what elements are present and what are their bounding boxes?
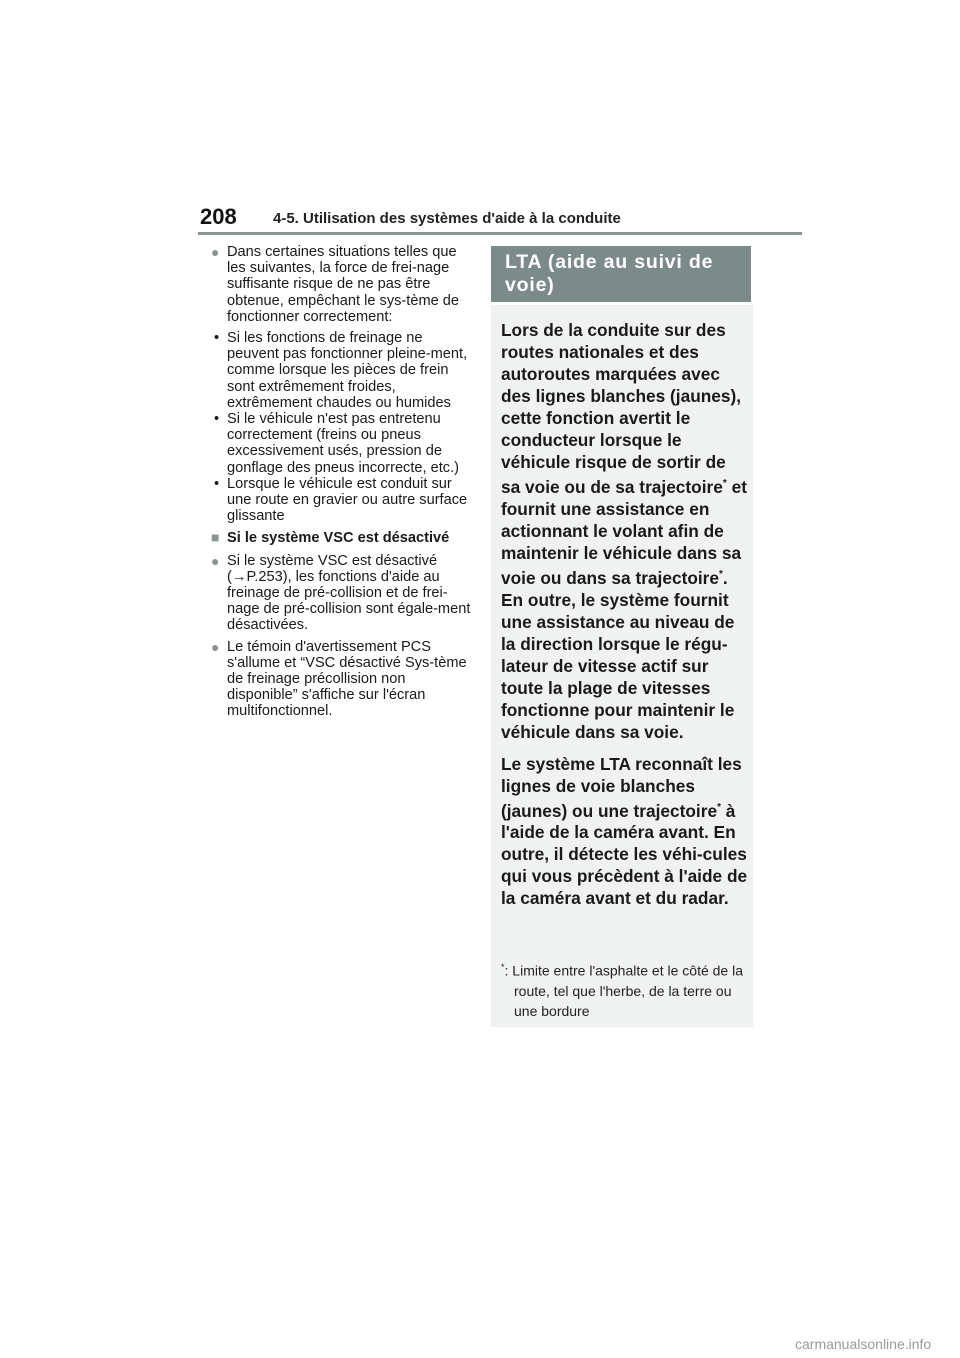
bullet-text: Si le système VSC est désactivé (→P.253), les fonctions d'aide au freinage de pré-collision et de frei-nage de pré-collision sont égale-ment désactivées.: [227, 552, 471, 634]
subsection-heading: [211, 530, 473, 546]
lta-title: LTA (aide au suivi de voie): [505, 251, 714, 296]
circle-bullet-icon: ●: [211, 244, 220, 260]
sub-item-text: Si les fonctions de freinage ne peuvent pas fonctionner pleine-ment, comme lorsque les pièces de frein sont extrêmement froides, extrêmement chaudes ou humides: [227, 330, 468, 411]
sub-item-text: Si le véhicule n'est pas entretenu correctement (freins ou pneus excessivement usés, pression de gonflage des pneus incorrecte, etc.): [227, 411, 460, 476]
footnote: *: Limite entre l'asphalte et le côté de la route, tel que l'herbe, de la terre ou une bordure: [501, 962, 743, 1019]
bullet-item: [211, 244, 473, 325]
dot-bullet-icon: •: [214, 475, 220, 492]
circle-bullet-icon: ●: [211, 638, 220, 655]
sub-item: [211, 476, 473, 525]
bullet-text: Le témoin d'avertissement PCS s'allume et “VSC désactivé Sys-tème de freinage précollision non disponible” s'affiche sur l'écran multifonctionnel.: [227, 638, 467, 720]
paragraph: Lors de la conduite sur des routes nationales et des autoroutes marquées avec des lignes blanches (jaunes), cette fonction avertit le conducteur lorsque le véhicule risque de sortir de sa voie ou de sa trajectoire* et fournit une assistance en actionnant le volant afin de maintenir le véhicule dans sa voie ou dans sa trajectoire*. En outre, le système fournit une assistance au niveau de la direction lorsque le régu-lateur de vitesse actif sur toute la plage de vitesses fonctionne pour maintenir le véhicule dans sa voie.: [501, 320, 747, 742]
lta-info-box: [491, 305, 753, 1027]
circle-bullet-icon: ●: [211, 552, 220, 569]
section-title: 4-5. Utilisation des systèmes d'aide à la conduite: [273, 210, 621, 227]
sub-item: [211, 330, 473, 411]
bullet-text: Dans certaines situations telles que les suivantes, la force de frei-nage suffisante risque de ne pas être obtenue, empêchant le sys-tème de fonctionner correctement:: [227, 244, 460, 325]
page-header: [198, 202, 802, 234]
heading-text: Si le système VSC est désactivé: [227, 530, 450, 547]
left-column: [211, 244, 473, 725]
lta-description: [501, 319, 749, 919]
paragraph: Le système LTA reconnaît les lignes de voie blanches (jaunes) ou une trajectoire* à l'aide de la caméra avant. En outre, il détecte les véhi-cules qui vous précèdent à l'aide de la caméra avant et du radar.: [501, 753, 748, 909]
header-divider: [198, 232, 802, 235]
sub-item: [211, 411, 473, 476]
bullet-item: [211, 553, 473, 634]
sub-item-text: Lorsque le véhicule est conduit sur une route en gravier ou autre surface glissante: [227, 475, 468, 525]
dot-bullet-icon: •: [214, 411, 220, 428]
bullet-item: [211, 639, 473, 720]
page-number: 208: [200, 204, 237, 229]
dot-bullet-icon: •: [214, 330, 220, 347]
watermark: carmanualsonline.info: [795, 1336, 932, 1352]
lta-title-box: [491, 246, 751, 302]
square-bullet-icon: ■: [211, 529, 220, 546]
